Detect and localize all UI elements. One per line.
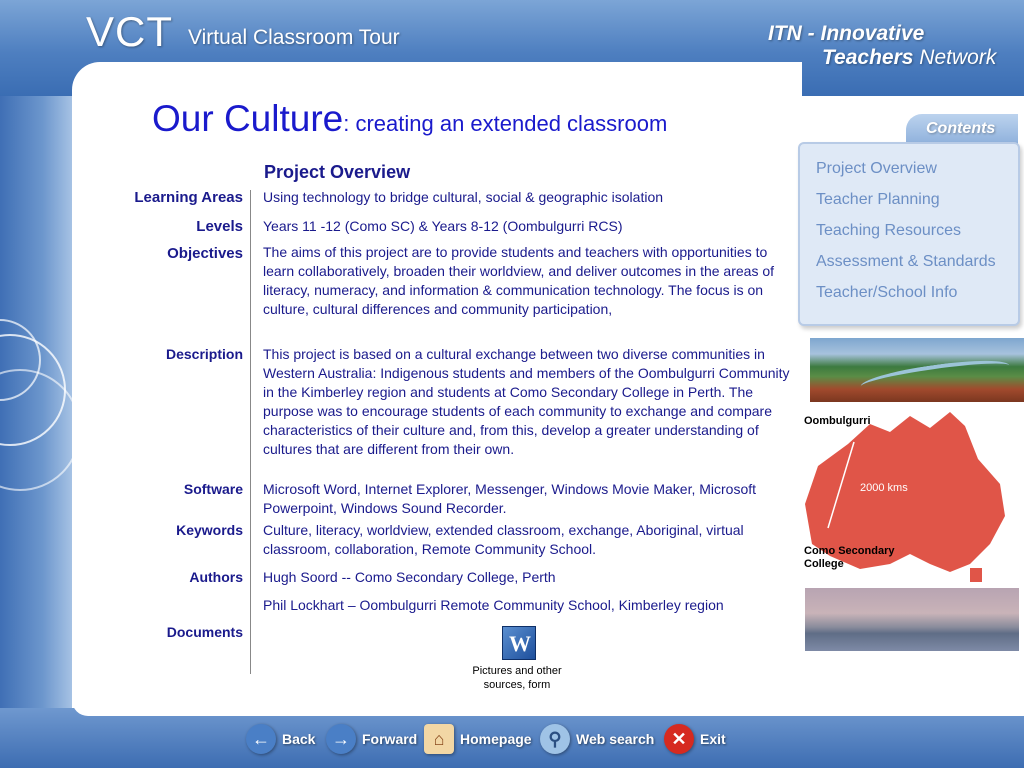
documents-label: Documents [166, 624, 243, 640]
forward-arrow-icon: → [326, 724, 356, 754]
back-arrow-icon: ← [246, 724, 276, 754]
objectives-text: The aims of this project are to provide students and teachers with opportunities to learn collaboratively, broaden their worldview, and deliver outcomes in the areas of literacy, numeracy, and information & communication technology. The focus is on culture, cultural differences and community participation, [263, 244, 775, 317]
forward-button[interactable]: → Forward [326, 722, 417, 756]
software-text: Microsoft Word, Internet Explorer, Messenger, Windows Movie Maker, Microsoft Powerpoint, Windows Sound Recorder. [263, 481, 757, 516]
authors-text-2: Phil Lockhart – Oombulgurri Remote Community School, Kimberley region [263, 597, 724, 613]
menu-teaching-resources[interactable]: Teaching Resources [816, 222, 961, 239]
objectives-label: Objectives [167, 245, 243, 262]
map-distance-label: 2000 kms [860, 482, 908, 494]
tasmania-shape [970, 568, 982, 582]
brand-subtitle: Virtual Classroom Tour [188, 26, 400, 49]
menu-teacher-school-info[interactable]: Teacher/School Info [816, 284, 958, 301]
close-x-icon: ✕ [664, 724, 694, 754]
authors-label: Authors [189, 569, 243, 585]
brand-logo: VCT [86, 8, 173, 55]
network-line-1: ITN - Innovative [768, 22, 925, 45]
word-document-icon[interactable]: W [502, 626, 536, 660]
keywords-text: Culture, literacy, worldview, extended classroom, exchange, Aboriginal, virtual classroom, collaboration, Remote Community School. [263, 522, 744, 557]
back-button[interactable]: ← Back [246, 722, 315, 756]
menu-teacher-planning[interactable]: Teacher Planning [816, 191, 940, 208]
software-label: Software [183, 481, 243, 497]
network-line-2: Teachers Network [822, 46, 997, 69]
levels-label: Levels [196, 218, 243, 235]
learning-areas-text: Using technology to bridge cultural, social & geographic isolation [263, 189, 664, 205]
decorative-swirl [0, 300, 72, 600]
map-label-como: Como Secondary College [804, 545, 895, 570]
magnifier-icon: ⚲ [540, 724, 570, 754]
column-divider [250, 190, 251, 674]
authors-text-1: Hugh Soord -- Como Secondary College, Perth [263, 569, 556, 585]
contents-tab: Contents [906, 114, 1018, 144]
keywords-label: Keywords [176, 522, 243, 538]
header-curve [72, 62, 802, 96]
homepage-button[interactable]: ⌂ Homepage [424, 722, 532, 756]
levels-text: Years 11 -12 (Como SC) & Years 8-12 (Oombulgurri RCS) [263, 218, 623, 234]
footer-curve [72, 700, 1024, 716]
menu-assessment-standards[interactable]: Assessment & Standards [816, 253, 996, 270]
document-caption[interactable]: Pictures and other sources, form [472, 665, 562, 691]
description-text: This project is based on a cultural exchange between two diverse communities in Western Australia: Indigenous students and members of the Oombulgurri Community in the Kimberley region and students at Como Secondary College in Perth. The purpose was to encourage students of each community to exchange and compare characteristics of their culture and, from this, develop a greater understanding of cultures that are different from their own. [263, 346, 790, 457]
menu-project-overview[interactable]: Project Overview [816, 160, 937, 177]
learning-areas-label: Learning Areas [134, 189, 243, 206]
contents-panel [798, 142, 1020, 326]
map-label-oombulgurri: Oombulgurri [804, 415, 871, 427]
web-search-button[interactable]: ⚲ Web search [540, 722, 654, 756]
house-icon: ⌂ [424, 724, 454, 754]
exit-button[interactable]: ✕ Exit [664, 722, 726, 756]
page-title: Our Culture: creating an extended classroom [152, 98, 668, 139]
description-label: Description [165, 346, 243, 362]
project-overview-heading: Project Overview [264, 162, 411, 182]
perth-city-photo [805, 588, 1019, 651]
